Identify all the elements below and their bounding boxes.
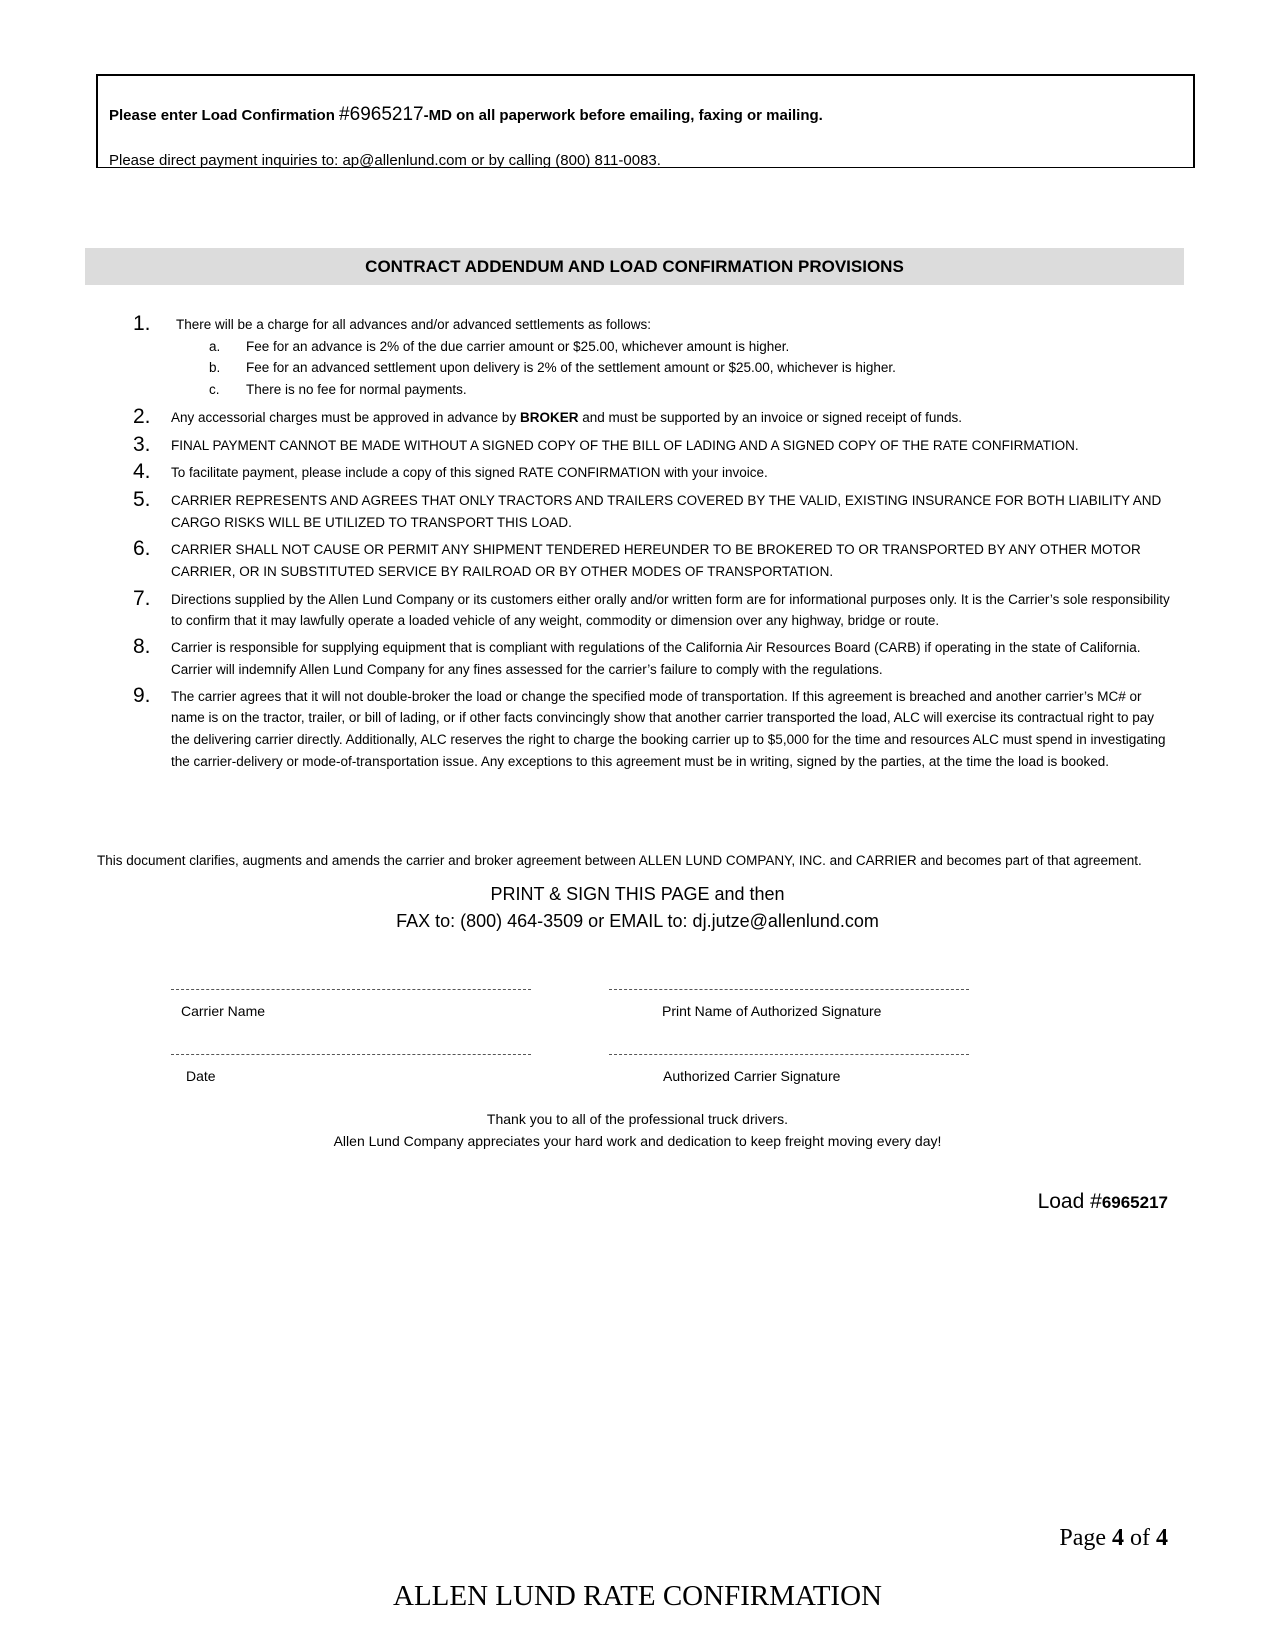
thanks-line: Thank you to all of the professional truck drivers. (486, 1111, 789, 1127)
provision-text-end: and must be supported by an invoice or signed receipt of funds. (578, 409, 962, 425)
provision-number: 2. (133, 404, 151, 428)
provision-text: CARRIER REPRESENTS AND AGREES THAT ONLY TRACTORS AND TRAILERS COVERED BY THE VALID, EXISTING INSURANCE FOR BOTH LIABILITY AND CARGO RISKS WILL BE UTILIZED TO TRANSPORT THIS LOAD. (171, 492, 1162, 530)
agreement-clarification: This document clarifies, augments and amends the carrier and broker agreement between ALLEN LUND COMPANY, INC. and CARRIER and becomes part of that agreement. (97, 853, 1142, 868)
provision-text: There will be a charge for all advances and/or advanced settlements as follows: (176, 317, 652, 332)
provision-text: CARRIER SHALL NOT CAUSE OR PERMIT ANY SHIPMENT TENDERED HEREUNDER TO BE BROKERED TO OR TRANSPORTED BY ANY OTHER MOTOR CARRIER, OR IN SUBSTITUTED SERVICE BY RAILROAD OR BY OTHER MODES OF TRANSPORTATION. (171, 542, 1141, 580)
provision-item-2 (0, 404, 1275, 429)
provision-number: 6. (133, 537, 151, 561)
subitem-letter: b. (209, 360, 221, 376)
provision-text: Directions supplied by the Allen Lund Company or its customers either orally and/or written form are for informational purposes only. It is the Carrier’s sole responsibility to confirm that it may lawfully operate a loaded vehicle of any weight, commodity or dimension over any highway, bridge or route. (171, 591, 1170, 629)
provision-number: 8. (133, 635, 151, 659)
section-title: CONTRACT ADDENDUM AND LOAD CONFIRMATION PROVISIONS (365, 257, 904, 276)
load-confirmation-instruction (109, 104, 823, 126)
provisions-list (0, 314, 1275, 772)
provision-subitem-c (0, 379, 1275, 401)
subitem-text: Fee for an advance is 2% of the due carrier amount or $25.00, whichever amount is higher. (246, 338, 790, 354)
payment-inquiries-text: Please direct payment inquiries to: ap@allenlund.com or by calling (800) 811-0083. (109, 152, 661, 169)
provision-item-5 (0, 487, 1275, 533)
date-line (171, 1054, 531, 1055)
provision-item-3 (0, 432, 1275, 457)
load-confirmation-number: 6965217 (349, 104, 424, 125)
provision-text (171, 407, 1175, 429)
authorized-signature-label: Authorized Carrier Signature (663, 1068, 841, 1084)
provision-number: 3. (133, 432, 151, 456)
provision-text: FINAL PAYMENT CANNOT BE MADE WITHOUT A SIGNED COPY OF THE BILL OF LADING AND A SIGNED COPY OF THE RATE CONFIRMATION. (171, 437, 1079, 453)
page-indicator (1059, 1525, 1168, 1552)
provision-subitem-a (0, 336, 1275, 358)
date-label: Date (186, 1068, 216, 1084)
print-name-label: Print Name of Authorized Signature (662, 1003, 882, 1019)
provision-item-8 (0, 637, 1275, 680)
print-name-line (609, 989, 969, 990)
total-pages: 4 (1156, 1525, 1168, 1551)
instruction-suffix: -MD on all paperwork before emailing, faxing or mailing. (423, 107, 823, 124)
subitem-text: Fee for an advanced settlement upon delivery is 2% of the settlement amount or $25.00, whichever is higher. (246, 360, 896, 376)
provision-subitem-b (0, 357, 1275, 379)
provision-number: 4. (133, 460, 151, 484)
load-label: Load # (1037, 1190, 1102, 1213)
load-number-value: 6965217 (1101, 1193, 1168, 1212)
provision-number: 5. (133, 487, 151, 511)
section-title-band (85, 248, 1184, 285)
provision-text: To facilitate payment, please include a copy of this signed RATE CONFIRMATION with your invoice. (171, 465, 768, 481)
subitem-text: There is no fee for normal payments. (246, 382, 467, 398)
carrier-name-line (171, 989, 531, 990)
provision-number: 1. (133, 312, 151, 335)
provision-number: 7. (133, 586, 151, 610)
provision-item-6 (0, 539, 1275, 582)
provision-item-4 (0, 462, 1275, 484)
authorized-signature-line (609, 1054, 969, 1055)
provision-text-start: Any accessorial charges must be approved in advance by (171, 409, 520, 425)
fax-email-instruction: FAX to: (800) 464-3509 or EMAIL to: dj.jutze@allenlund.com (396, 911, 879, 931)
load-number-footer (1038, 1190, 1168, 1214)
broker-term: BROKER (519, 409, 579, 425)
subitem-letter: c. (209, 382, 220, 398)
print-sign-instruction: PRINT & SIGN THIS PAGE and then (490, 884, 785, 904)
provision-text: Carrier is responsible for supplying equipment that is compliant with regulations of the California Air Resources Board (CARB) if operating in the state of California. Carrier will indemnify Allen Lund Company for any fines assessed for the carrier’s failure to comply with the regulations. (171, 640, 1141, 677)
provision-number: 9. (133, 683, 151, 707)
load-confirmation-notice-box (96, 74, 1195, 168)
appreciation-line: Allen Lund Company appreciates your hard work and dedication to keep freight moving every day! (333, 1133, 942, 1149)
provision-item-7 (0, 586, 1275, 632)
current-page: 4 (1112, 1525, 1124, 1551)
provision-item-9 (0, 683, 1275, 773)
provision-text: The carrier agrees that it will not double-broker the load or change the specified mode of transportation. If this agreement is breached and another carrier’s MC# or name is on the tractor, trailer, or bill of lading, or if other facts convincingly show that another carrier transported the load, ALC will exercise its contractual right to pay the delivering carrier directly. Additionally, ALC reserves the right to charge the booking carrier up to $5,000 for the time and resources ALC must spend in investigating the carrier-delivery or mode-of-transportation issue. Any exceptions to this agreement must be in writing, signed by the parties, at the time the load is booked. (171, 688, 1166, 769)
instruction-prefix: Please enter Load Confirmation (109, 107, 340, 124)
subitem-letter: a. (209, 338, 221, 354)
page-word: Page (1059, 1525, 1112, 1551)
page-of: of (1124, 1525, 1156, 1551)
document-footer-title: ALLEN LUND RATE CONFIRMATION (393, 1580, 882, 1612)
carrier-name-label: Carrier Name (181, 1003, 266, 1019)
hash-symbol: # (339, 104, 350, 125)
provision-item-1 (0, 314, 1275, 336)
